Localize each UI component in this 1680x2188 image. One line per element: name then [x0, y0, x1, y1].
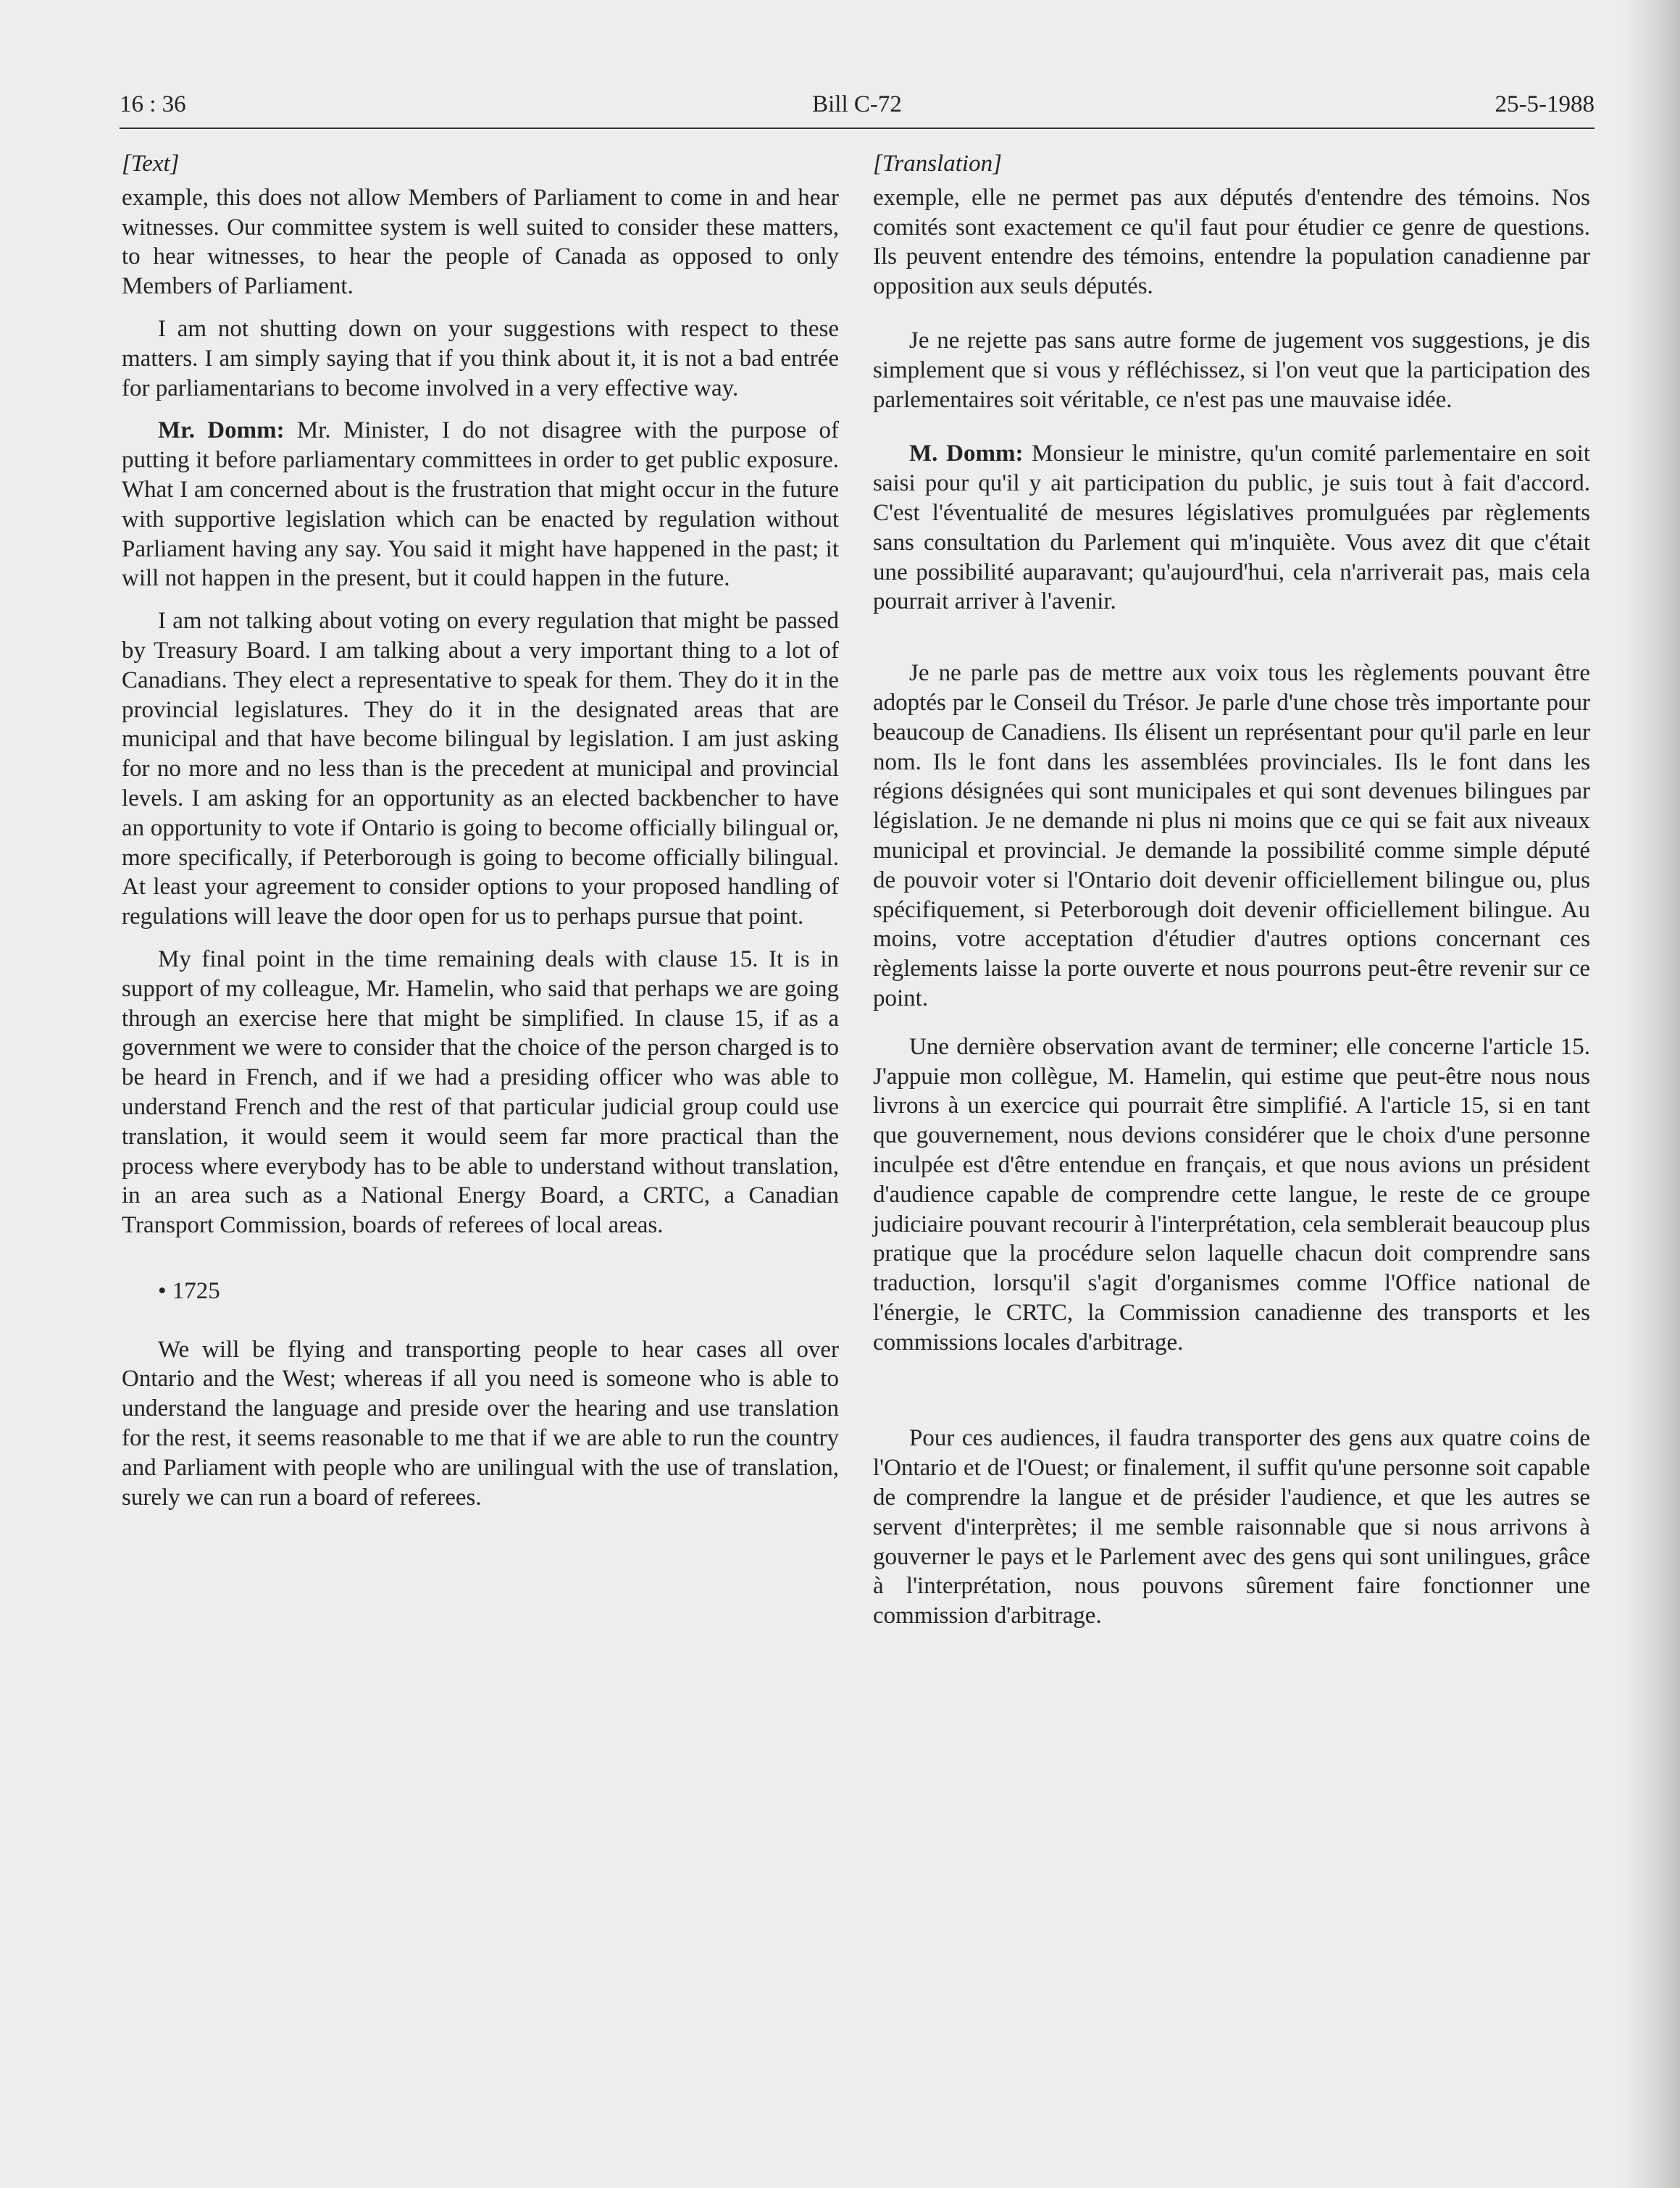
paragraph: Je ne parle pas de mettre aux voix tous les règlements pouvant être adoptés par le Conseil du Trésor. Je parle d'une chose très importante pour beaucoup de Canadiens. Ils élisent un représentant pour qu'il parle en leur nom. Ils le font dans les assemblées provinciales. Ils le font dans les régions désignées qui sont municipales et qui sont devenues bilingues par législation. Je ne demande ni plus ni moins que ce qui se fait aux niveaux municipal et provincial. Je demande la possibilité comme simple député de pouvoir voter si l'Ontario doit devenir officiellement bilingue ou, plus spécifiquement, si Peterborough doit devenir officiellement bilingue. Au moins, votre acceptation d'étudier d'autres options concernant ces règlements laisse la porte ouverte et nous pourrons peut-être revenir sur ce point.: [873, 660, 1590, 1011]
speech-text: Monsieur le ministre, qu'un comité parlementaire en soit saisi pour qu'il y ait participation du public, je suis tout à fait d'accord. C'est l'éventualité de mesures législatives promulguées par règlements sans consultation du Parlement qui m'inquiète. Vous avez dit que c'était une possibilité auparavant; qu'aujourd'hui, cela n'arriverait pas, mais cela pourrait arriver à l'avenir.: [873, 440, 1590, 615]
page-edge-shadow: [1622, 0, 1680, 2188]
english-column: [122, 149, 839, 1512]
page-date: 25-5-1988: [1495, 91, 1595, 117]
paragraph: My final point in the time remaining deals with clause 15. It is in support of my colleague, Mr. Hamelin, who said that perhaps we are going through an exercise here that might be simplified. In clause 15, if as a government we were to consider that the choice of the person charged is to be heard in French, and if we had a presiding officer who was able to understand French and the rest of that particular judicial group could use translation, it would seem it would seem far more practical than the process where everybody has to be able to understand without translation, in an area such as a National Energy Board, a CRTC, a Canadian Transport Commission, boards of referees of local areas.: [122, 945, 839, 1239]
paragraph: We will be flying and transporting people to hear cases all over Ontario and the West; whereas if all you need is someone who is able to understand the language and preside over the hearing and use translation for the rest, it seems reasonable to me that if we are able to run the country and Parliament with people who are unilingual with the use of translation, surely we can run a board of referees.: [122, 1336, 839, 1511]
paragraph: example, this does not allow Members of Parliament to come in and hear witnesses. Our committee system is well suited to consider these matters, to hear witnesses, to hear the people of Canada as opposed to only Members of Parliament.: [122, 184, 839, 300]
paragraph: Pour ces audiences, il faudra transporter des gens aux quatre coins de l'Ontario et de l'Ouest; or finalement, il suffit qu'une personne soit capable de comprendre la langue et de présider l'audience, et que les autres se servent d'interprètes; il me semble raisonnable que si nous arrivons à gouverner le pays et le Parlement avec des gens qui sont unilingues, grâce à l'interprétation, nous pouvons sûrement faire fonctionner une commission d'arbitrage.: [873, 1425, 1590, 1629]
french-column: [873, 149, 1590, 1631]
paragraph: I am not talking about voting on every regulation that might be passed by Treasury Board. I am talking about a very important thing to a lot of Canadians. They elect a representative to speak for them. They do it in the provincial legislatures. They do it in the designated areas that are municipal and that have become bilingual by legislation. I am just asking for no more and no less than is the precedent at municipal and provincial levels. I am asking for an opportunity as an elected backbencher to have an opportunity to vote if Ontario is going to become officially bilingual or, more specifically, if Peterborough is going to become officially bilingual. At least your agreement to consider options to your proposed handling of regulations will leave the door open for us to perhaps pursue that point.: [122, 608, 839, 930]
page-header: [120, 91, 1595, 130]
paragraph: Je ne rejette pas sans autre forme de jugement vos suggestions, je dis simplement que si vous y réfléchissez, si l'on veut que la participation des parlementaires soit véritable, ce n'est pas une mauvaise idée.: [873, 327, 1590, 413]
time-marker: • 1725: [158, 1277, 220, 1304]
bill-title: Bill C-72: [812, 91, 902, 117]
paragraph: [122, 416, 839, 593]
paragraph: exemple, elle ne permet pas aux députés d'entendre des témoins. Nos comités sont exactement ce qu'il faut pour étudier ce genre de questions. Ils peuvent entendre des témoins, entendre la population canadienne par opposition aux seuls députés.: [873, 184, 1590, 300]
speech-text: Mr. Minister, I do not disagree with the purpose of putting it before parliamentary committees in order to get public exposure. What I am concerned about is the frustration that might occur in the future with supportive legislation which can be enacted by regulation without Parliament having any say. You said it might have happened in the past; it will not happen in the present, but it could happen in the future.: [122, 417, 839, 592]
speaker-name: M. Domm:: [909, 440, 1024, 467]
paragraph: Une dernière observation avant de terminer; elle concerne l'article 15. J'appuie mon collègue, M. Hamelin, qui estime que peut-être nous nous livrons à un exercice qui pourrait être simplifié. A l'article 15, si en tant que gouvernement, nous devions considérer que le choix d'une personne inculpée est d'être entendue en français, et que nous avions un président d'audience capable de comprendre cette langue, le reste de ce groupe judiciaire pouvant recourir à l'interprétation, cela semblerait beaucoup plus pratique que la procédure selon laquelle chacun doit comprendre sans traduction, lorsqu'il s'agit d'organismes comme l'Office national de l'énergie, le CRTC, la Commission canadienne des transports et les commissions locales d'arbitrage.: [873, 1033, 1590, 1356]
paragraph: [873, 439, 1590, 617]
header-rule: [120, 128, 1595, 129]
page-number: 16 : 36: [120, 91, 186, 117]
translation-tag: [Translation]: [873, 151, 1002, 177]
paragraph: I am not shutting down on your suggestions with respect to these matters. I am simply saying that if you think about it, it is not a bad entrée for parliamentarians to become involved in a very effective way.: [122, 315, 839, 401]
text-tag: [Text]: [122, 151, 180, 177]
speaker-name: Mr. Domm:: [158, 417, 285, 444]
